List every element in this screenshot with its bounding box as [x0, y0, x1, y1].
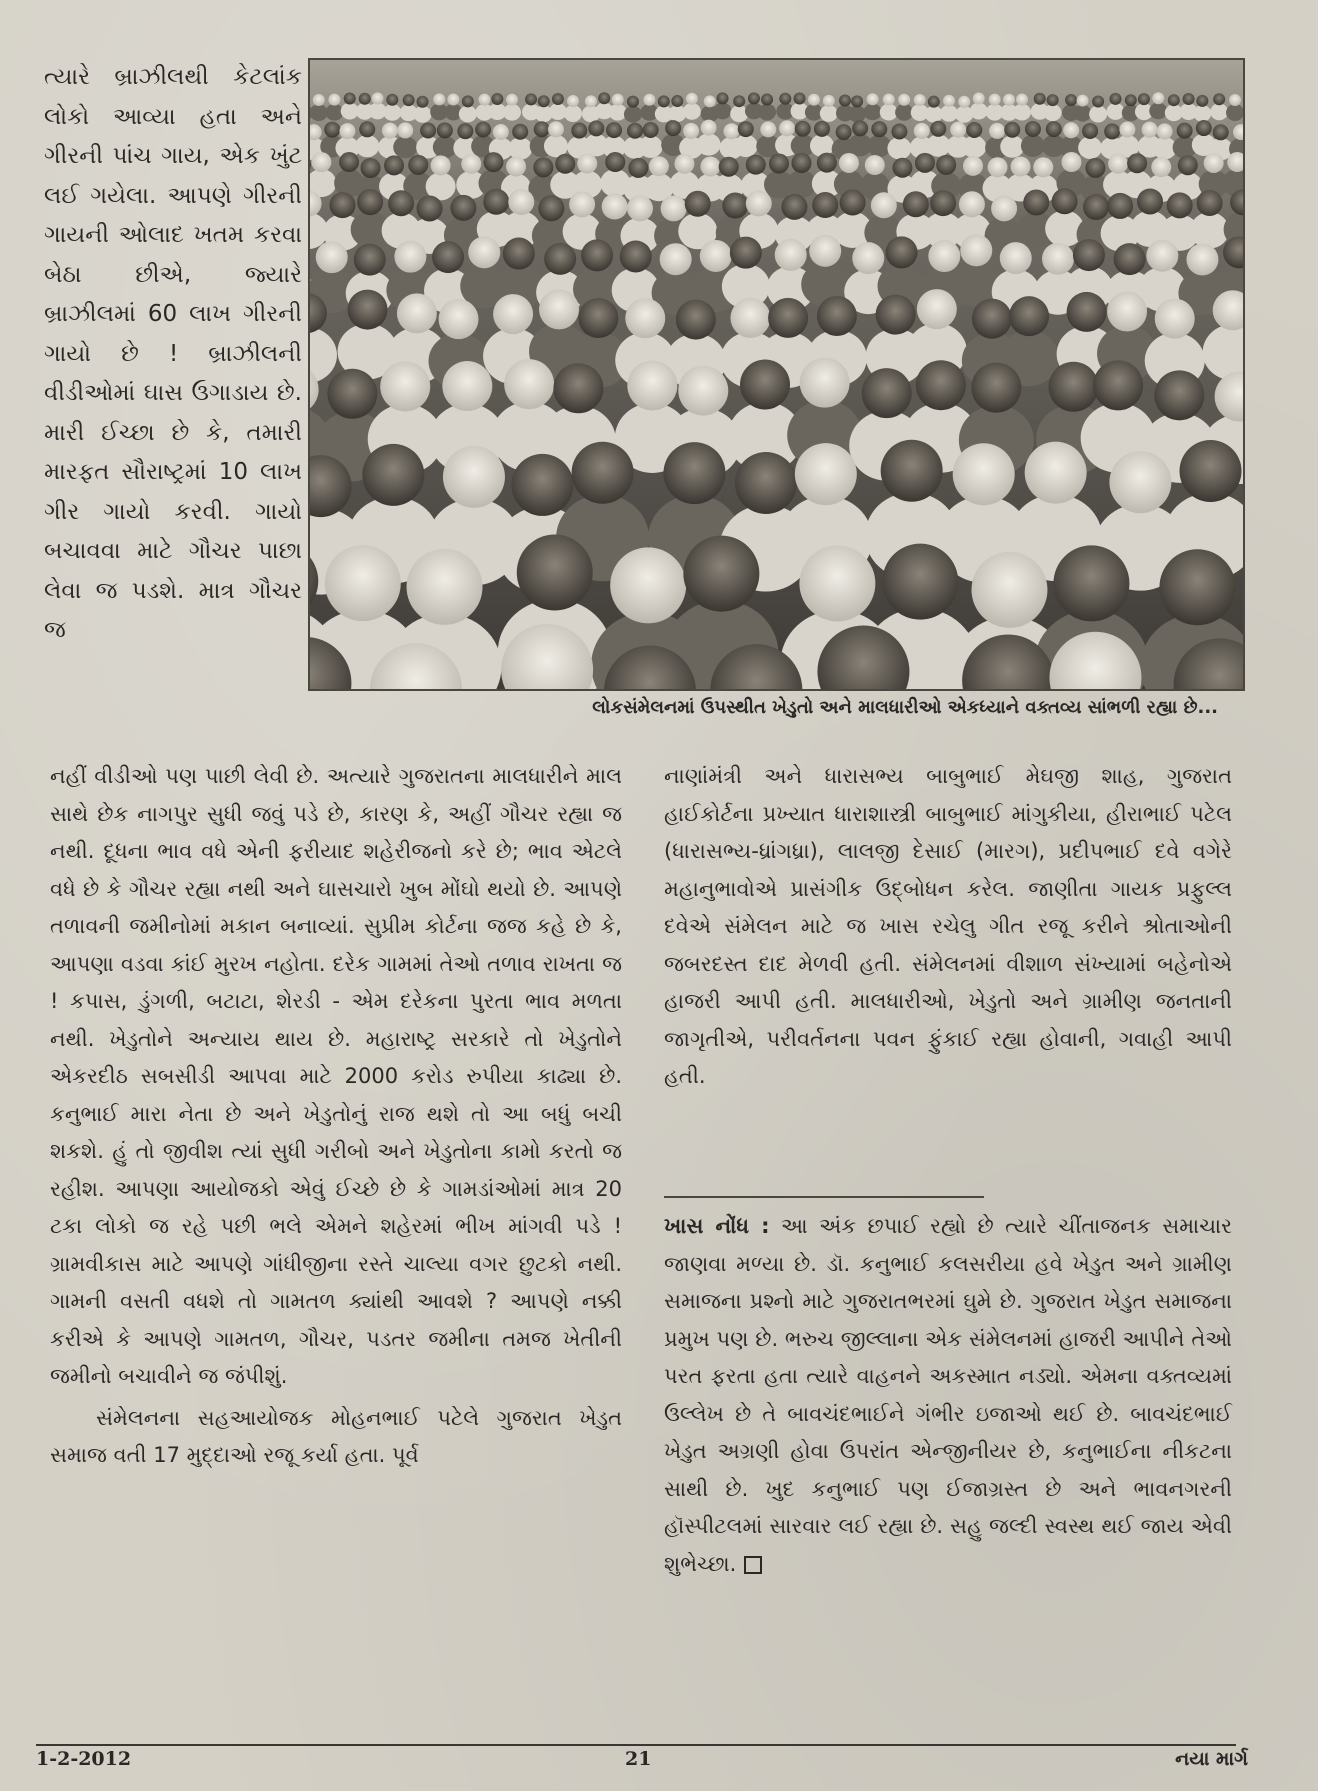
photo-caption: લોકસંમેલનમાં ઉપસ્થીત ખેડુતો અને માલધારીઓ એકધ્યાને વક્તવ્ય સાંભળી રહ્યા છે...	[592, 697, 1218, 718]
body-paragraph: સંમેલનના સહઆયોજક મોહનભાઈ પટેલે ગુજરાત ખેડુત સમાજ વતી 17 મુદ્દાઓ રજૂ કર્યા હતા. પૂર્વ	[50, 1405, 622, 1467]
body-paragraph: નાણાંમંત્રી અને ધારાસભ્ય બાબુભાઈ મેઘજી શાહ, ગુજરાત હાઈકોર્ટના પ્રખ્યાત ધારાશાસ્ત્રી બાબુભાઈ માંગુકીયા, હીરાભાઈ પટેલ (ધારાસભ્ય-ધ્રાંગધ્રા), લાલજી દેસાઈ (મારગ), પ્રદીપભાઈ દવે વગેરે મહાનુભાવોએ પ્રાસંગીક ઉદ્‌બોધન કરેલ. જાણીતા ગાયક પ્રફુલ્લ દવેએ સંમેલન માટે જ ખાસ રચેલુ ગીત રજૂ કરીને શ્રોતાઓની જબરદસ્ત દાદ મેળવી હતી. સંમેલનમાં વીશાળ સંખ્યામાં બહેનોએ હાજરી આપી હતી. માલધારીઓ, ખેડુતો અને ગ્રામીણ જનતાની જાગૃતીએ, પરીવર્તનના પવન ફુંકાઈ રહ્યા હોવાની, ગવાહી આપી હતી.	[664, 764, 1232, 1088]
body-column-1	[50, 758, 622, 1475]
crowd-photo	[308, 58, 1245, 691]
publication-name: નયા માર્ગ	[1175, 1748, 1248, 1770]
body-paragraph: નહીં વીડીઓ પણ પાછી લેવી છે. અત્યારે ગુજરાતના માલધારીને માલ સાથે છેક નાગપુર સુધી જવું પડે છે, કારણ કે, અહીં ગૌચર રહ્યા જ નથી. દૂધના ભાવ વધે એની ફરીયાદ શહેરીજનો કરે છે; ભાવ એટલે વધે છે કે ગૌચર રહ્યા નથી અને ઘાસચારો ખુબ મોંઘો થયો છે. આપણે તળાવની જમીનોમાં મકાન બનાવ્યાં. સુપ્રીમ કોર્ટના જજ કહે છે કે, આપણા વડવા કાંઈ મુરખ નહોતા. દરેક ગામમાં તેઓ તળાવ રાખતા જ ! કપાસ, ડુંગળી, બટાટા, શેરડી - એમ દરેકના પુરતા ભાવ મળતા નથી. ખેડુતોને અન્યાય થાય છે. મહારાષ્ટ્ર સરકારે તો ખેડુતોને એકરદીઠ સબસીડી આપવા માટે 2000 કરોડ રુપીયા કાઢ્યા છે. કનુભાઈ મારા નેતા છે અને ખેડુતોનું રાજ થશે તો આ બધું બચી શકશે. હું તો જીવીશ ત્યાં સુધી ગરીબો અને ખેડુતોના કામો કરતો જ રહીશ. આપણા આયોજકો એવું ઈચ્છે છે કે ગામડાંઓમાં માત્ર 20 ટકા લોકો જ રહે પછી ભલે એમને શહેરમાં ભીખ માંગવી પડે ! ગ્રામવીકાસ માટે આપણે ગાંધીજીના રસ્તે ચાલ્યા વગર છુટકો નથી. ગામની વસતી વધશે તો ગામતળ ક્યાંથી આવશે ? આપણે નક્કી કરીએ કે આપણે ગામતળ, ગૌચર, પડતર જમીના તમજ ખેતીની જમીનો બચાવીને જ જંપીશું.	[50, 764, 622, 1388]
left-column-text	[44, 58, 302, 651]
end-mark-icon	[744, 1556, 762, 1574]
footer-date: 1-2-2012	[36, 1748, 132, 1770]
special-note-text: આ અંક છપાઈ રહ્યો છે ત્યારે ચીંતાજનક સમાચાર જાણવા મળ્યા છે. ડૉ. કનુભાઈ કલસરીયા હવે ખેડુત અને ગ્રામીણ સમાજના પ્રશ્નો માટે ગુજરાતભરમાં ઘુમે છે. ગુજરાત ખેડુત સમાજના પ્રમુખ પણ છે. ભરુચ જીલ્લાના એક સંમેલનમાં હાજરી આપીને તેઓ પરત ફરતા હતા ત્યારે વાહનને અકસ્માત નડ્યો. એમના વક્તવ્યમાં ઉલ્લેખ છે તે બાવચંદભાઈને ગંભીર ઇજાઓ થઈ છે. બાવચંદભાઈ ખેડુત અગ્રણી હોવા ઉપરાંત એન્જીનીયર છે, કનુભાઈના નીકટના સાથી છે. ખુદ કનુભાઈ પણ ઈજાગ્રસ્ત છે અને ભાવનગરની હૉસ્પીટલમાં સારવાર લઈ રહ્યા છે. સહુ જલ્દી સ્વસ્થ થઈ જાય એવી શુભેચ્છા.	[664, 1214, 1232, 1576]
crowd-photo-image	[310, 60, 1243, 689]
left-column-paragraph: ત્યારે બ્રાઝીલથી કેટલાંક લોકો આવ્યા હતા અને ગીરની પાંચ ગાય, એક ખુંટ લઈ ગયેલા. આપણે ગીરની ગાયની ઓલાદ ખતમ કરવા બેઠા છીએ, જ્યારે બ્રાઝીલમાં 60 લાખ ગીરની ગાયો છે ! બ્રાઝીલની વીડીઓમાં ઘાસ ઉગાડાય છે. મારી ઈચ્છા છે કે, તમારી મારફત સૌરાષ્ટ્રમાં 10 લાખ ગીર ગાયો કરવી. ગાયો બચાવવા માટે ગૌચર પાછા લેવા જ પડશે. માત્ર ગૌચર જ	[44, 64, 302, 643]
note-divider	[664, 1196, 984, 1198]
special-note	[664, 1208, 1232, 1583]
special-note-paragraph	[664, 1208, 1232, 1583]
body-column-2	[664, 758, 1232, 1096]
page-number: 21	[625, 1748, 652, 1770]
special-note-label: ખાસ નોંધ :	[664, 1214, 770, 1238]
footer-rule	[36, 1744, 1236, 1746]
